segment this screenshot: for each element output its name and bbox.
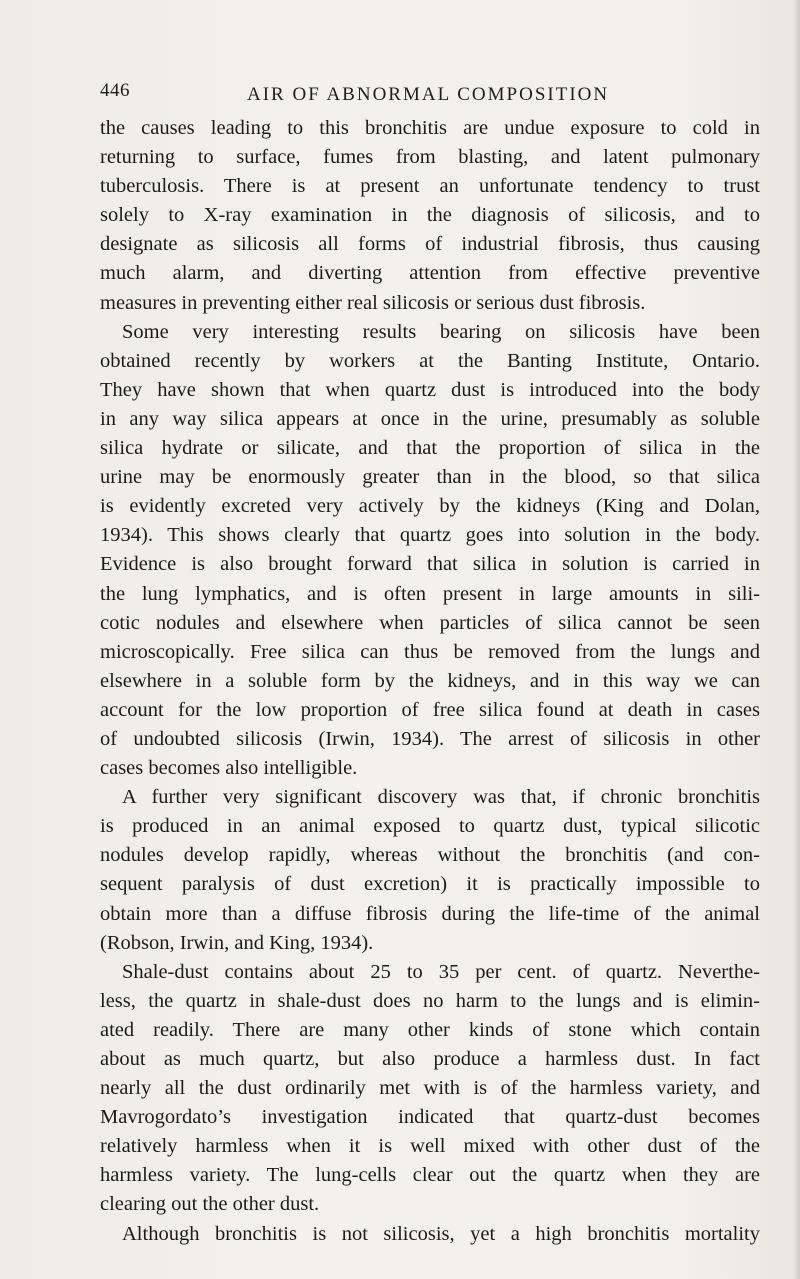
text-line: the causes leading to this bronchitis are undue exposure to cold in bbox=[100, 117, 760, 139]
text-line: sequent paralysis of dust excretion) it is practically impossible to bbox=[100, 873, 760, 896]
text-line: harmless variety. The lung-cells clear out the quartz when they are bbox=[100, 1164, 760, 1187]
text-line: They have shown that when quartz dust is introduced into the body bbox=[100, 378, 760, 401]
page-header bbox=[100, 80, 760, 110]
text-line: account for the low proportion of free silica found at death in cases bbox=[100, 698, 760, 721]
paragraph bbox=[100, 318, 760, 784]
text-line: measures in preventing either real silicosis or serious dust fibrosis. bbox=[100, 291, 646, 314]
text-line: relatively harmless when it is well mixed with other dust of the bbox=[100, 1135, 760, 1158]
text-line: cases becomes also intelligible. bbox=[100, 757, 358, 780]
text-line: elsewhere in a soluble form by the kidneys, and in this way we can bbox=[100, 669, 760, 692]
text-line: Although bronchitis is not silicosis, yet a high bronchitis mortality bbox=[122, 1222, 760, 1245]
text-line: obtain more than a diffuse fibrosis during the life-time of the animal bbox=[100, 902, 760, 925]
paragraph bbox=[100, 114, 760, 318]
body-text bbox=[100, 114, 760, 1249]
text-line: (Robson, Irwin, and King, 1934). bbox=[100, 931, 374, 954]
text-line: less, the quartz in shale-dust does no harm to the lungs and is elimin- bbox=[100, 989, 760, 1012]
text-line: about as much quartz, but also produce a harmless dust. In fact bbox=[100, 1048, 760, 1070]
text-line: much alarm, and diverting attention from effective preventive bbox=[100, 262, 760, 285]
text-line: is evidently excreted very actively by the kidneys (King and Dolan, bbox=[100, 495, 760, 518]
text-line: nearly all the dust ordinarily met with is of the harmless variety, and bbox=[100, 1077, 760, 1100]
text-line: in any way silica appears at once in the urine, presumably as soluble bbox=[100, 407, 760, 430]
text-line: urine may be enormously greater than in the blood, so that silica bbox=[100, 466, 760, 489]
text-line: A further very significant discovery was that, if chronic bronchitis bbox=[122, 786, 760, 809]
running-head: AIR OF ABNORMAL COMPOSITION bbox=[247, 84, 610, 105]
paragraph bbox=[100, 783, 760, 958]
paragraph bbox=[100, 958, 760, 1220]
text-line: cotic nodules and elsewhere when particles of silica cannot be seen bbox=[100, 611, 760, 634]
text-line: ated readily. There are many other kinds of stone which contain bbox=[100, 1018, 760, 1041]
text-line: clearing out the other dust. bbox=[100, 1193, 320, 1216]
text-line: Mavrogordato’s investigation indicated that quartz-dust becomes bbox=[100, 1106, 760, 1129]
text-line: microscopically. Free silica can thus be removed from the lungs and bbox=[100, 640, 760, 663]
page-edge-shadow bbox=[794, 0, 800, 1279]
text-line: Evidence is also brought forward that silica in solution is carried in bbox=[100, 553, 760, 576]
text-line: designate as silicosis all forms of industrial fibrosis, thus causing bbox=[100, 233, 760, 256]
text-line: of undoubted silicosis (Irwin, 1934). The arrest of silicosis in other bbox=[100, 727, 760, 750]
text-line: solely to X-ray examination in the diagnosis of silicosis, and to bbox=[100, 204, 760, 227]
text-line: 1934). This shows clearly that quartz goes into solution in the body. bbox=[100, 524, 760, 547]
text-line: the lung lymphatics, and is often present in large amounts in sili- bbox=[100, 582, 760, 605]
page-number: 446 bbox=[100, 80, 130, 101]
text-line: tuberculosis. There is at present an unfortunate tendency to trust bbox=[100, 175, 760, 198]
text-line: Some very interesting results bearing on silicosis have been bbox=[122, 320, 760, 343]
text-line: returning to surface, fumes from blasting, and latent pulmonary bbox=[100, 146, 760, 169]
text-line: nodules develop rapidly, whereas without the bronchitis (and con- bbox=[100, 844, 760, 867]
text-line: obtained recently by workers at the Banting Institute, Ontario. bbox=[100, 349, 760, 372]
text-line: Shale-dust contains about 25 to 35 per cent. of quartz. Neverthe- bbox=[122, 960, 760, 983]
text-line: is produced in an animal exposed to quartz dust, typical silicotic bbox=[100, 815, 760, 838]
text-line: silica hydrate or silicate, and that the proportion of silica in the bbox=[100, 437, 760, 460]
paragraph bbox=[100, 1220, 760, 1249]
